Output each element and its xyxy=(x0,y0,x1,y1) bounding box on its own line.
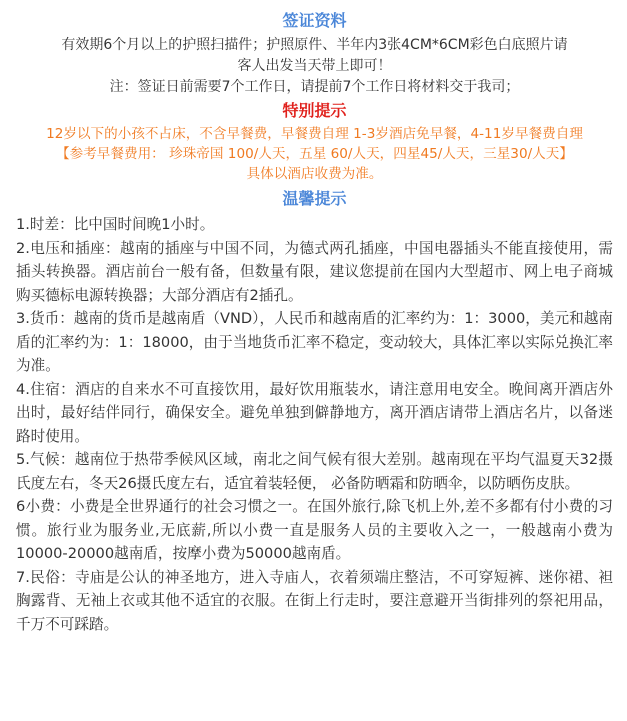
tip-tipping: 6小费：小费是全世界通行的社会习惯之一。在国外旅行,除飞机上外,差不多都有付小费的习惯。旅行业为服务业,无底薪,所以小费一直是服务人员的主要收入之一，一般越南小费为10000-20000越南盾，按摩小费为50000越南盾。 xyxy=(16,498,613,562)
tip-customs: 7.民俗：寺庙是公认的神圣地方，进入寺庙人，衣着须端庄整洁，不可穿短裤、迷你裙、袒胸露背、无袖上衣或其他不适宜的衣服。在街上行走时，要注意避开当街排列的祭祀用品，千万不可踩踏。 xyxy=(16,568,613,633)
tips-list xyxy=(16,213,613,636)
visa-heading: 签证资料 xyxy=(282,11,347,30)
tips-heading: 温馨提示 xyxy=(282,189,347,208)
special-notice-heading: 特别提示 xyxy=(282,101,347,120)
visa-line-2: 客人出发当天带上即可！ xyxy=(237,58,392,74)
tip-climate: 5.气候：越南位于热带季候风区域，南北之间气候有很大差别。越南现在平均气温夏天32摄氏度左右，冬天26摄氏度左右，适宜着装轻便， 必备防晒霜和防晒伞，以防晒伤皮肤。 xyxy=(16,451,613,492)
special-line-2: 【参考早餐费用： 珍珠帝国 100/人天，五星 60/人天，四星45/人天，三星30/人天】 xyxy=(56,146,573,162)
tip-time-difference: 1.时差：比中国时间晚1小时。 xyxy=(16,216,215,233)
tip-voltage-socket: 2.电压和插座：越南的插座与中国不同，为德式两孔插座，中国电器插头不能直接使用，需插头转换器。酒店前台一般有备，但数量有限，建议您提前在国内大型超市、网上电子商城购买德标电源转换器；大部分酒店有2插孔。 xyxy=(16,239,613,304)
visa-line-1: 有效期6个月以上的护照扫描件；护照原件、半年内3张4CM*6CM彩色白底照片请 xyxy=(61,37,568,53)
tip-currency: 3.货币：越南的货币是越南盾（VND），人民币和越南盾的汇率约为：1：3000，美元和越南盾的汇率约为：1：18000，由于当地货币汇率不稳定，变动较大，具体汇率以实际兑换汇率为准。 xyxy=(16,310,613,374)
special-line-3: 具体以酒店收费为准。 xyxy=(246,166,383,182)
tip-accommodation: 4.住宿：酒店的自来水不可直接饮用，最好饮用瓶装水，请注意用电安全。晚间离开酒店外出时，最好结伴同行，确保安全。避免单独到僻静地方，离开酒店请带上酒店名片，以备迷路时使用。 xyxy=(16,380,613,445)
special-line-1: 12岁以下的小孩不占床，不含早餐费，早餐费自理 1-3岁酒店免早餐，4-11岁早餐费自理 xyxy=(46,126,583,142)
visa-note: 注：签证日前需要7个工作日，请提前7个工作日将材料交于我司； xyxy=(109,79,520,95)
